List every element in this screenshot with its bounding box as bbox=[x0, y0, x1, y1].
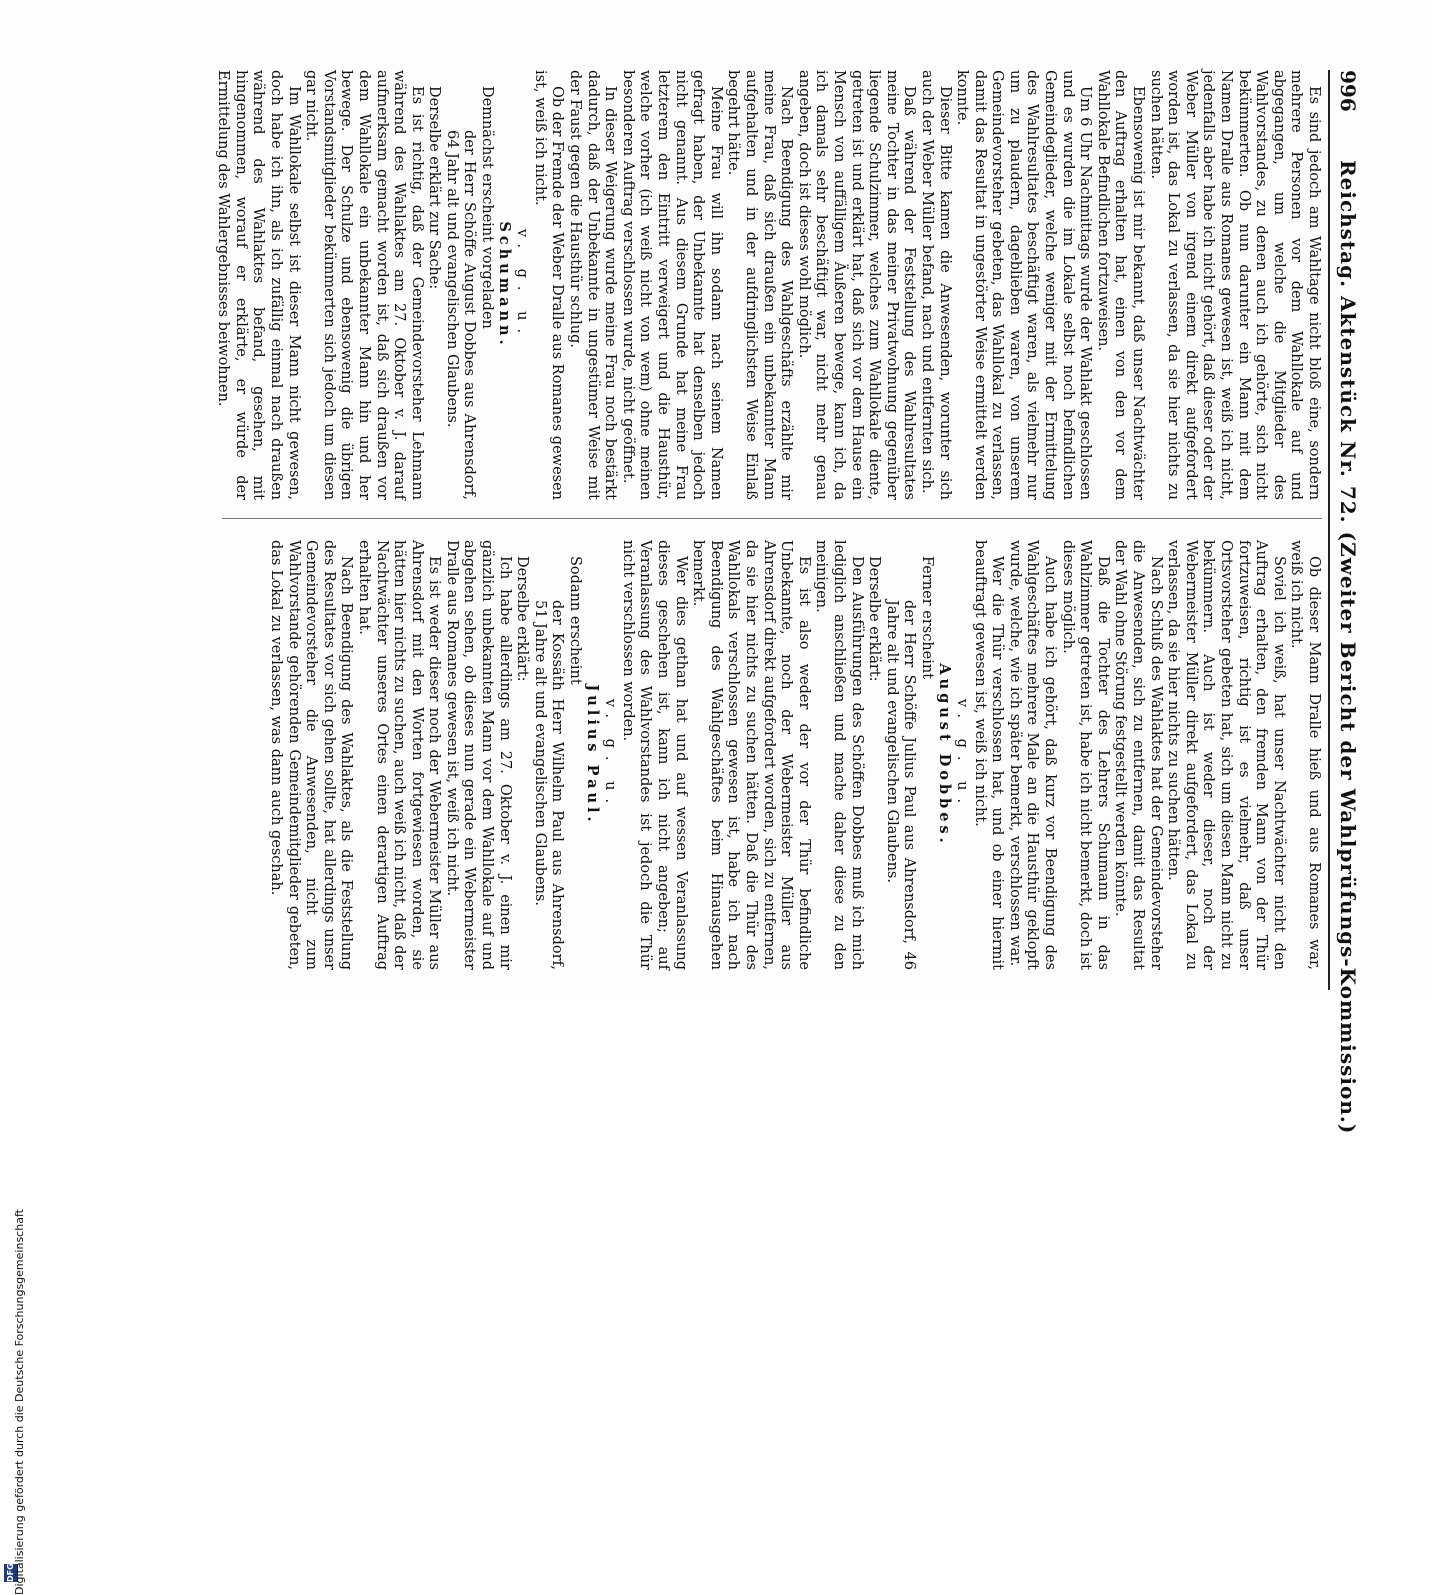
paragraph: In dieser Weigerung wurde meine Frau noch bestärkt dadurch, daß der Unbekannte in ungestümer Weise mit der Faust gegen die Hausthür schlug. bbox=[567, 70, 619, 500]
paragraph: Es ist weder dieser noch der Webermeister Müller aus Ahrensdorf mit den Worten fortgewiesen worden, sie hätten hier nichts zu suchen, auch weiß ich nicht, daß der Nachtwächter unseres Ortes einen derartigen Auftrag erhalten hat. bbox=[355, 540, 443, 970]
paragraph: Nach Beendigung des Wahlaktes, als die Feststellung des Resultates vor sich gehen sollte, hat allerdings unser Gemeindevorsteher die Anwesenden, nicht zum Wahlvorstande gehörenden Gemeindemitglieder gebeten, das Lokal zu verlassen, was dann auch geschah. bbox=[267, 540, 355, 970]
signatory-name: August Dobbes. bbox=[935, 663, 953, 847]
paragraph: Ferner erscheint bbox=[918, 556, 935, 680]
running-title: Reichstag. Aktenstück Nr. 72. (Zweiter Bericht der Wahlprüfungs-Kommission.) bbox=[1336, 160, 1360, 1135]
paragraph: Soviel ich weiß, hat unser Nachtwächter nicht den Auftrag erhalten, den fremden Mann von der Thür fortzuweisen, richtig ist es vielmehr, daß unser Ortsvorsteher gebeten hat, sich um diesen Mann nicht zu bekümmern. Auch ist weder dieser, noch der Webermeister Müller direkt aufgefordert, das Lokal zu verlassen, da sie hier nichts zu suchen hätten. bbox=[1165, 540, 1287, 970]
digitization-credit: Digitalisierung gefördert durch die Deutsche Forschungsgemeinschaft bbox=[13, 1209, 26, 1595]
paragraph: Im Wahllokale selbst ist dieser Mann nicht gewesen, doch habe ich ihn, als ich zufällig einmal nach draußen während des Wahlaktes befand, gesehen, mit hingenommen, worauf er erklärte, er würde der Ermittelung des Wahlergebnisses beiwohnen. bbox=[215, 70, 302, 500]
right-column bbox=[266, 540, 1322, 970]
digitization-sidebar bbox=[0, 600, 26, 1595]
page-number: 996 bbox=[1336, 70, 1360, 112]
paragraph: Wer dies gethan hat und auf wessen Veranlassung dieses geschehen ist, kann ich nicht angeben; auf Veranlassung des Wahlvorstandes ist jedoch die Thür nicht verschlossen worden. bbox=[619, 540, 689, 970]
rotated-page-content bbox=[66, 70, 1366, 1135]
witness-intro: der Herr Schöffe Julius Paul aus Ahrensdorf, 46 Jahre alt und evangelischen Glaubens. bbox=[883, 600, 918, 970]
paragraph: Ebensowenig ist mir bekannt, daß unser Nachtwächter den Auftrag erhalten hat, einen von den vor dem Wahllokale Befindlichen fortzuweisen. bbox=[1094, 70, 1147, 500]
paragraph: Um 6 Uhr Nachmittags wurde der Wahlakt geschlossen und es wurden die im Lokale selbst noch befindlichen Gemeindeglieder, welche weniger mit der Ermittelung des Wahlresultates beschäftigt waren, als vielmehr nur um zu plaudern, dageblieben waren, von unserem Gemeindevorsteher gebeten, das Wahllokal zu verlassen, damit das Resultat in ungestörter Weise ermittelt werden konnte. bbox=[954, 70, 1094, 500]
paragraph: Derselbe erklärt: bbox=[866, 556, 883, 682]
paragraph: Derselbe erklärt zur Sache: bbox=[426, 86, 443, 290]
paragraph: Ob der Fremde der Weber Dralle aus Romanes gewesen ist, weiß ich nicht. bbox=[531, 70, 566, 501]
signature-marker: v. g. u. bbox=[602, 698, 619, 812]
column-divider bbox=[222, 518, 1322, 519]
paragraph: Demnächst erscheint vorgeladen bbox=[479, 86, 496, 329]
dfg-logo: DFG bbox=[4, 1564, 18, 1582]
paragraph: Daß während der Feststellung des Wahlresultates meine Tochter in das meiner Privatwohnung gegenüber liegende Schulzimmer, welches zum Wahllokale diente, getreten ist und erklärt hat, daß sich vor dem Hause ein Mensch von auffälligem Äußeren bewege, kann ich, da ich damals sehr beschäftigt war, nicht mehr genau angeben, doch ist dieses wohl möglich. bbox=[795, 70, 918, 500]
paragraph: Auch habe ich gehört, daß kurz vor Beendigung des Wahlgeschäftes mehrere Male an die Hausthür geklopft wurde, welche, wie ich später bemerkt, verschlossen war. bbox=[1006, 540, 1059, 970]
paragraph: Nach Schluß des Wahlaktes hat der Gemeindevorsteher die Anwesenden, sich zu entfernen, damit das Resultat der Wahl ohne Störung festgestellt werden könnte. bbox=[1112, 540, 1164, 970]
paragraph: Nach Beendigung des Wahlgeschäfts erzählte mir meine Frau, daß sich draußen ein unbekannter Mann aufgehalten und in der aufdringlichsten Weise Einlaß begehrt hätte. bbox=[725, 70, 795, 500]
signatory-name: Julius Paul. bbox=[583, 684, 601, 826]
witness-intro: der Herr Schöffe August Dobbes aus Ahrensdorf, 64 Jahr alt und evangelischen Glaubens. bbox=[443, 130, 478, 500]
left-column bbox=[214, 70, 1322, 500]
signature-marker: v. g. u. bbox=[514, 228, 531, 342]
paragraph: Es ist richtig, daß der Gemeindevorsteher Lehmann während des Wahlaktes am 27. Oktober v. J. darauf aufmerksam gemacht worden ist, daß sich draußen vor dem Wahllokale ein unbekannter Mann hin und her bewege. Der Schulze und ebensowenig die übrigen Vorstandsmitglieder bekümmerten sich jedoch um diesen gar nicht. bbox=[303, 70, 425, 500]
paragraph: Ich habe allerdings am 27. Oktober v. J. einen mir gänzlich unbekannten Mann vor dem Wahllokale auf und abgehen sehen, ob dieses nun gerade ein Webermeister Dralle aus Romanes gewesen ist, weiß ich nicht. bbox=[443, 540, 513, 970]
paragraph: Dieser Bitte kamen die Anwesenden, worunter sich auch der Weber Müller befand, nach und entfernten sich. bbox=[918, 70, 953, 500]
paragraph: Daß die Tochter des Lehrers Schumann in das Wahlzimmer getreten ist, habe ich nicht bemerkt, doch ist dieses möglich. bbox=[1059, 540, 1111, 970]
witness-intro: der Kossäth Herr Wilhelm Paul aus Ahrensdorf, 51 Jahre alt und evangelischen Glaubens. bbox=[531, 600, 566, 970]
paragraph: Es sind jedoch am Wahltage nicht bloß eine, sondern mehrere Personen vor dem Wahllokale auf und abgegangen, um welche die Mitglieder des Wahlvorstandes, zu denen auch ich gehörte, sich nicht bekümmerten. Ob nun darunter ein Mann mit dem Namen Dralle aus Romanes gewesen ist, weiß ich nicht, jedenfalls aber habe ich nicht gehört, daß dieser oder der Weber Müller von irgend einem direkt aufgefordert worden ist, das Lokal zu verlassen, da sie hier nichts zu suchen hätten. bbox=[1147, 70, 1322, 500]
page-header bbox=[1328, 70, 1366, 1135]
signature-marker: v. g. u. bbox=[954, 698, 971, 812]
paragraph: Derselbe erklärt: bbox=[514, 556, 531, 682]
paragraph: Ob dieser Mann Dralle hieß und aus Romanes war, weiß ich nicht. bbox=[1288, 540, 1322, 970]
paragraph: Den Ausführungen des Schöffen Dobbes muß ich mich lediglich anschließen und mache daher diese zu den meinigen. bbox=[813, 540, 865, 970]
paragraph: Es ist also weder der vor der Thür befindliche Unbekannte, noch der Webermeister Müller aus Ahrensdorf direkt aufgefordert worden, sich zu entfernen, da sie hier nichts zu suchen hätten. Daß die Thür des Wahllokals verschlossen gewesen ist, habe ich nach Beendigung des Wahlgeschäftes beim Hinausgehen bemerkt. bbox=[690, 540, 812, 970]
paragraph: Wer die Thür verschlossen hat, und ob einer hiermit beauftragt gewesen ist, weiß ich nicht. bbox=[971, 540, 1006, 970]
signatory-name: Schumann. bbox=[495, 221, 513, 349]
paragraph: Sodann erscheint bbox=[567, 556, 584, 685]
paragraph: Meine Frau will ihn sodann nach seinem Namen gefragt haben, der Unbekannte hat denselben jedoch nicht genannt. Aus diesem Grunde hat meine Frau letzterem den Eintritt verweigert und die Hausthür, welche vorher (ich weiß nicht von wem) ohne meinen besonderen Auftrag verschlossen wurde, nicht geöffnet. bbox=[619, 70, 724, 500]
